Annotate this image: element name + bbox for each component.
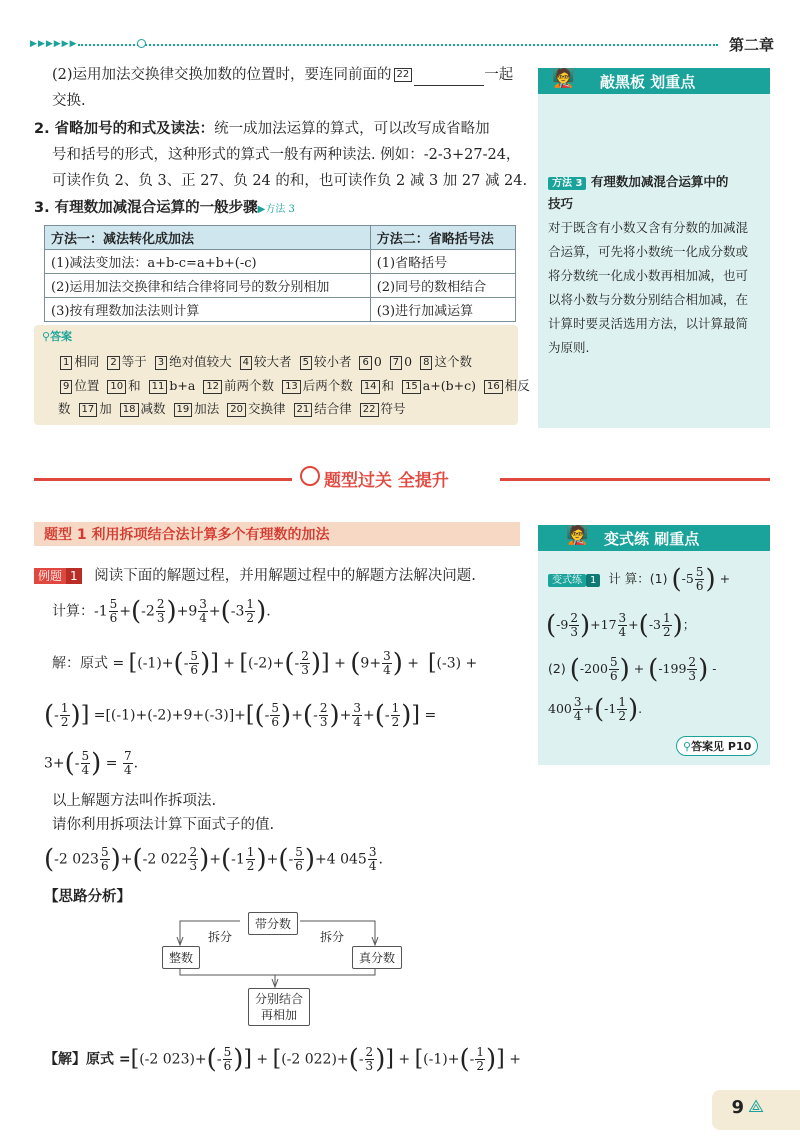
- header-arrows: ▶▶▶▶▶▶: [30, 39, 78, 49]
- flow-node-mixed-number: 带分数: [248, 912, 298, 935]
- chapter-title: 第二章: [728, 36, 774, 54]
- answer-item: 10 和: [105, 378, 140, 393]
- teacher-icon: 🧑‍🏫: [552, 68, 575, 89]
- side-text: 以将小数与分数分别结合相加减，在: [548, 292, 749, 307]
- text-line: 2. 省略加号的和式及读法：统一成加法运算的算式，可以改写成省略加: [34, 121, 490, 137]
- answer-item: 16 相反: [482, 378, 530, 393]
- topic-label: 题型 1 利用拆项结合法计算多个有理数的加法: [44, 527, 330, 543]
- solution-expression: 【解】原式 =[(-2 023)+(- $\frac{5}{6}$ )] + [(-2 022)+(- $\frac{2}{3}$ )] + [(-1)+(- $\frac{1}{2}$ )] +: [44, 1044, 521, 1075]
- practice-header: 🧑‍🏫 变式练 刷重点: [538, 525, 770, 551]
- answer-item: 8 这个数: [418, 354, 472, 369]
- side-text: 为原则.: [548, 340, 590, 355]
- table-row: (3)按有理数加法法则计算 (3)进行加减运算: [45, 298, 516, 322]
- side-heading: 技巧: [548, 196, 574, 211]
- solution-line: 解：原式 = [(-1)+(- $\frac{5}{6}$ )] + [(-2)+(- $\frac{2}{3}$ )] + (9+ $\frac{3}{4}$ ) + [(-3) +: [52, 648, 478, 679]
- page-number: 9: [731, 1097, 744, 1118]
- answer-row: [58, 376, 536, 396]
- answer-item: 3 绝对值较大: [153, 354, 232, 369]
- answer-item: 11 b+a: [147, 378, 196, 393]
- solution-line: 3+(- $\frac{5}{4}$ ) = $\frac{7}{4}$ .: [44, 748, 139, 779]
- text-line: 请你利用拆项法计算下面式子的值.: [52, 817, 275, 833]
- key-icon: ⚲: [683, 740, 692, 753]
- answer-item: 18 减数: [118, 401, 166, 416]
- side-heading: 方法 3 有理数加减混合运算中的: [548, 172, 728, 194]
- answer-row: [58, 352, 478, 372]
- answer-item: 12 前两个数: [201, 378, 274, 393]
- example-calc: 计算：-1 $\frac{5}{6}$ +(-2 $\frac{2}{3}$ )+9 $\frac{3}{4}$ +(-3 $\frac{1}{2}$ ).: [52, 596, 271, 627]
- teacher-icon: 🧑‍🏫: [566, 525, 589, 546]
- text-line: 以上解题方法叫作拆项法.: [52, 793, 217, 809]
- answer-item: 20 交换律: [225, 401, 285, 416]
- compass-icon: ⟁: [748, 1096, 765, 1117]
- header-dot: [137, 39, 146, 48]
- answer-item: 22 符号: [358, 401, 406, 416]
- answer-item: 5 较小者: [298, 354, 352, 369]
- solution-line: (- $\frac{1}{2}$ )] =[(-1)+(-2)+9+(-3)]+[(- $\frac{5}{6}$ )+(- $\frac{2}{3}$ )+ $\frac{3}{4}$ +(- $\frac{1}{2}$ )] =: [44, 700, 437, 731]
- answer-item: 19 加法: [172, 401, 220, 416]
- answer-label: ⚲答案: [42, 330, 73, 343]
- answer-item: 9 位置: [58, 378, 99, 393]
- flow-edge-label: 拆分: [208, 930, 233, 944]
- table-row: (1)减法变加法：a+b-c=a+b+(-c) (1)省略括号: [45, 250, 516, 274]
- text-line: 可读作负 2、负 3、正 27、负 24 的和，也可读作负 2 减 3 加 27 减 24.: [52, 173, 528, 189]
- practice-line: 400 $\frac{3}{4}$ +(-1 $\frac{1}{2}$ ).: [548, 694, 643, 725]
- answer-item: 13 后两个数: [280, 378, 353, 393]
- answer-item: 15 a+(b+c): [400, 378, 476, 393]
- side-text: 对于既含有小数又含有分数的加减混: [548, 220, 749, 235]
- analysis-label: 【思路分析】: [44, 889, 131, 905]
- answer-item: 数: [58, 401, 71, 416]
- text-line: 号和括号的形式，这种形式的算式一般有两种读法. 例如：-2-3+27-24，: [52, 147, 521, 163]
- table-header: 方法一：减法转化成加法: [45, 226, 371, 250]
- flow-edge-label: 拆分: [320, 930, 345, 944]
- flow-node-combine: 分别结合 再相加: [248, 988, 310, 1026]
- banner-rule: [34, 478, 292, 481]
- task-expression: (-2 023 $\frac{5}{6}$ )+(-2 022 $\frac{2}{3}$ )+(-1 $\frac{1}{2}$ )+(- $\frac{5}{6}$ )+4 045 $\frac{3}{4}$ .: [44, 844, 383, 875]
- answer-item: 1 相同: [58, 354, 99, 369]
- banner-rule: [500, 478, 770, 481]
- swirl-icon: [300, 466, 320, 486]
- key-icon: ⚲: [42, 330, 51, 343]
- side-panel-header: 🧑‍🏫 敲黑板 划重点: [538, 68, 770, 94]
- practice-panel: [538, 525, 770, 765]
- answer-item: 21 结合律: [292, 401, 352, 416]
- answer-item: 6 0: [357, 354, 381, 369]
- text-line: (2)运用加法交换律交换加数的位置时，要连同前面的 22 一起: [52, 64, 513, 86]
- answer-item: 4 较大者: [238, 354, 292, 369]
- side-text: 计算时要灵活选用方法，以计算最简: [548, 316, 749, 331]
- answer-item: 2 等于: [105, 354, 146, 369]
- header-rule: [78, 44, 718, 46]
- flow-node-proper-fraction: 真分数: [352, 946, 402, 969]
- table-header: 方法二：省略括号法: [370, 226, 515, 250]
- answer-item: 17 加: [77, 401, 112, 416]
- text-line: 3. 有理数加减混合运算的一般步骤▶方法 3: [34, 200, 295, 216]
- answer-reference[interactable]: ⚲答案见 P10: [676, 736, 758, 756]
- text-line: 交换.: [52, 93, 86, 109]
- answer-row: [58, 399, 412, 419]
- practice-line: 变式练 1 计 算：(1) (-5 $\frac{5}{6}$ ) +: [548, 566, 730, 593]
- flow-node-integer: 整数: [162, 946, 200, 969]
- answer-item: 7 0: [388, 354, 412, 369]
- side-text: 将分数统一化成小数再相加减，也可: [548, 268, 749, 283]
- section-title: 题型过关 全提升: [324, 471, 449, 491]
- answer-item: 14 和: [359, 378, 394, 393]
- practice-line: (2) (-200 $\frac{5}{6}$ ) + (-199 $\frac{2}{3}$ ) -: [548, 654, 717, 685]
- methods-table: [44, 225, 516, 322]
- side-text: 合运算，可先将小数统一化成分数或: [548, 244, 749, 259]
- practice-line: (-9 $\frac{2}{3}$ )+17 $\frac{3}{4}$ +(-3 $\frac{1}{2}$ )；: [546, 610, 696, 641]
- example-intro: 例题 1 阅读下面的解题过程，并用解题过程中的解题方法解决问题.: [34, 565, 476, 587]
- table-row: (2)运用加法交换律和结合律将同号的数分别相加 (2)同号的数相结合: [45, 274, 516, 298]
